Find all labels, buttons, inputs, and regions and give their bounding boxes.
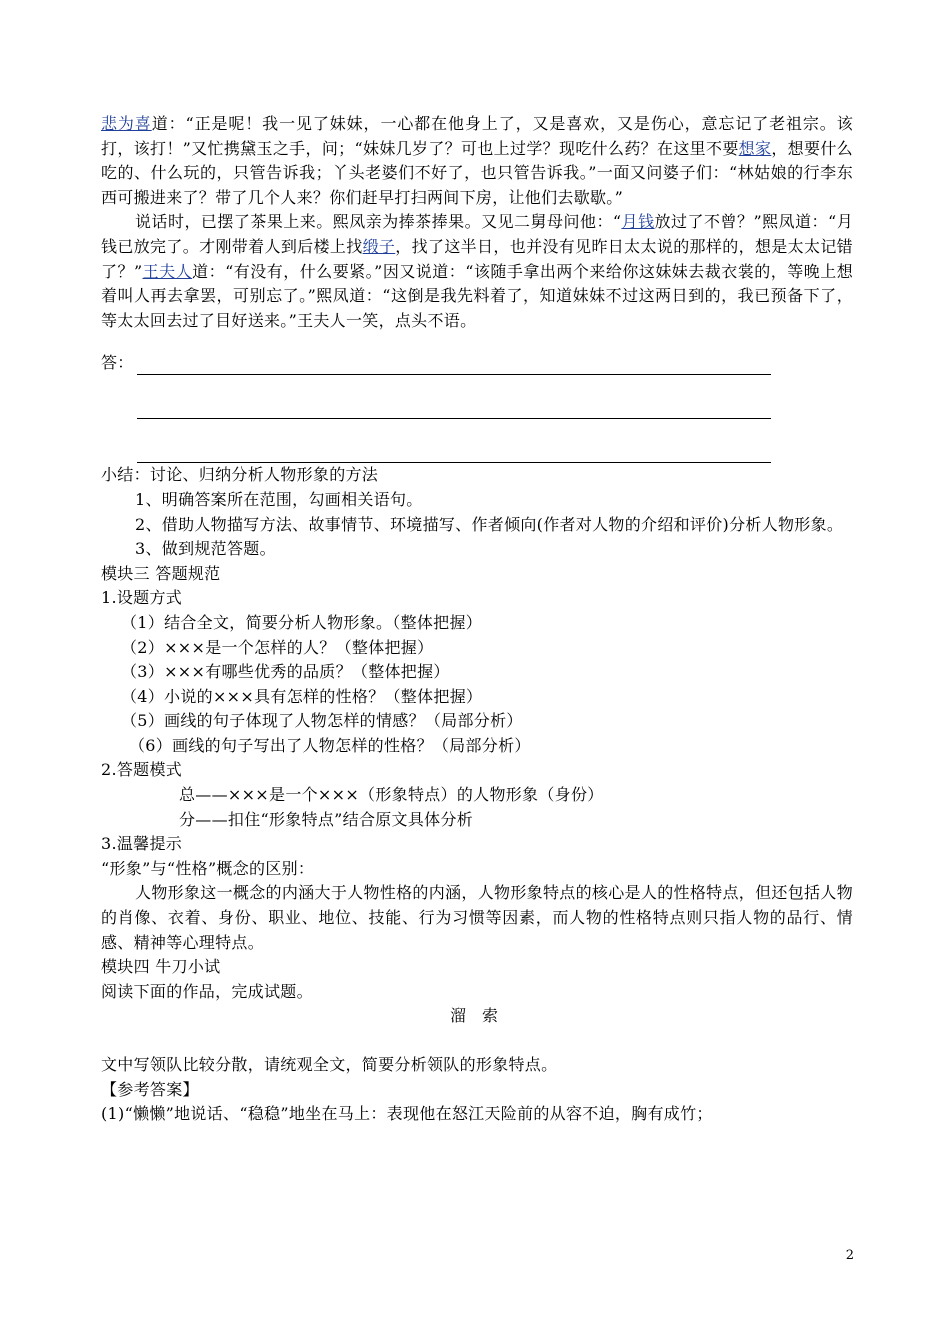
answer-mode-detail: 分——扣住“形象特点”结合原文具体分析	[179, 809, 474, 829]
passage-paragraph-2: 说话时，已摆了茶果上来。熙凤亲为捧茶捧果。又见二舅母问他：“月钱放过了不曾？”熙凤道：“月钱已放完了。才刚带着人到后楼上找缎子，找了这半日，也并没有见昨日太太说的那样的，想是太太记错了？”王夫人道：“有没有，什么要紧。”因又说道：“该随手拿出两个来给你这妹妹去裁衣裳的，等晚上想着叫人再去拿罢，可别忘了。”熙凤道：“这倒是我先料着了，知道妹妹不过这两日到的，我已预备下了，等太太回去过了目好送来。”王夫人一笑，点头不语。	[101, 212, 854, 330]
reference-answer-label: 【参考答案】	[101, 1079, 199, 1099]
module3-section3-title: 3.温馨提示	[101, 834, 183, 854]
answer-line-3[interactable]	[137, 442, 771, 463]
concept-difference-title: “形象”与“性格”概念的区别：	[101, 858, 315, 878]
question-type-1: （1）结合全文，简要分析人物形象。（整体把握）	[121, 612, 483, 632]
module3-section1-title: 1.设题方式	[101, 588, 183, 608]
question-type-2: （2）×××是一个怎样的人？（整体把握）	[121, 637, 434, 657]
answer-row-1	[101, 347, 853, 375]
reference-answer-1: (1)“懒懒”地说话、“稳稳”地坐在马上：表现他在怒江天险前的从容不迫，胸有成竹；	[101, 1104, 713, 1124]
answer-label: 答：	[101, 352, 134, 372]
summary-item-2: 2、借助人物描写方法、故事情节、环境描写、作者倾向(作者对人物的介绍和评价)分析人物形象。	[135, 514, 844, 534]
blank-gap	[101, 1029, 853, 1053]
page-number: 2	[845, 1248, 854, 1263]
reading-instruction: 阅读下面的作品，完成试题。	[101, 981, 313, 1001]
question-type-4: （4）小说的×××具有怎样的性格？（整体把握）	[121, 686, 483, 706]
answer-area	[101, 347, 853, 463]
link-yue-qian[interactable]: 月钱	[621, 212, 655, 232]
question-type-3: （3）×××有哪些优秀的品质？（整体把握）	[121, 662, 450, 682]
link-bei-wei-xi[interactable]: 悲为喜	[101, 114, 152, 133]
link-wang-fu-ren[interactable]: 王夫人	[142, 261, 193, 281]
module4-title: 模块四 牛刀小试	[101, 957, 221, 977]
page-content	[101, 112, 853, 1127]
summary-item-1: 1、明确答案所在范围，勾画相关语句。	[135, 489, 423, 509]
answer-line-1[interactable]	[137, 354, 771, 375]
module3-section2-title: 2.答题模式	[101, 760, 183, 780]
question-type-5: （5）画线的句子体现了人物怎样的情感？（局部分析）	[121, 711, 523, 731]
answer-row-2	[101, 375, 853, 419]
question-type-6: （6）画线的句子写出了人物怎样的性格？（局部分析）	[129, 735, 531, 755]
story-title: 溜索	[449, 1006, 514, 1026]
answer-line-2[interactable]	[137, 398, 771, 419]
link-xiang-jia[interactable]: 想家	[738, 138, 772, 158]
link-duan-zi[interactable]: 缎子	[362, 236, 396, 256]
answer-mode-total: 总——×××是一个×××（形象特点）的人物形象（身份）	[179, 785, 604, 805]
module3-title: 模块三 答题规范	[101, 563, 221, 583]
summary-item-3: 3、做到规范答题。	[135, 539, 276, 559]
answer-row-3	[101, 419, 853, 463]
concept-difference-text: 人物形象这一概念的内涵大于人物性格的内涵，人物形象特点的核心是人的性格特点，但还包括人物的肖像、衣着、身份、职业、地位、技能、行为习惯等因素，而人物的性格特点则只指人物的品行、情感、精神等心理特点。	[101, 883, 853, 952]
passage-paragraph-1: 悲为喜道：“正是呢！我一见了妹妹，一心都在他身上了，又是喜欢，又是伤心，意忘记了老祖宗。该打，该打！”又忙携黛玉之手，问；“妹妹几岁了？可也上过学？现吃什么药？在这里不要想家，想要什么吃的、什么玩的，只管告诉我；丫头老婆们不好了，也只管告诉我。”一面又问婆子们：“林姑娘的行李东西可搬进来了？带了几个人来？你们赶早打扫两间下房，让他们去歇歇。”	[101, 114, 854, 207]
summary-title: 小结：讨论、归纳分析人物形象的方法	[101, 465, 379, 485]
exercise-question: 文中写领队比较分散，请统观全文，简要分析领队的形象特点。	[101, 1055, 558, 1074]
